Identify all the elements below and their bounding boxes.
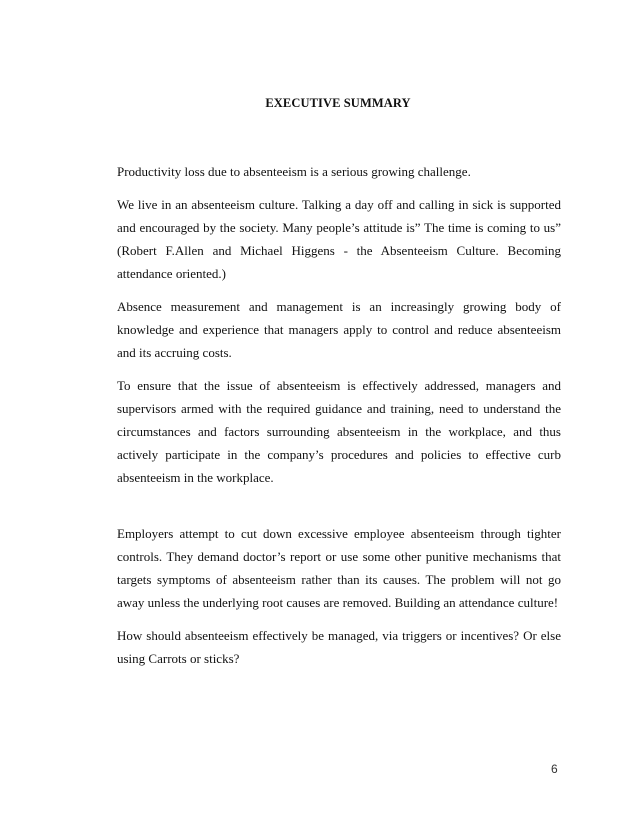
paragraph: Productivity loss due to absenteeism is a serious growing challenge.: [117, 164, 471, 179]
paragraph: Absence measurement and management is an increasingly growing body of knowledge and experience that managers apply to control and reduce absenteeism and its accruing costs.: [117, 299, 561, 360]
paragraph: Employers attempt to cut down excessive employee absenteeism through tighter controls. They demand doctor’s report or use some other punitive mechanisms that targets symptoms of absenteeism rather than its causes. The problem will not go away unless the underlying root causes are removed. Building an attendance culture!: [117, 526, 561, 610]
body-text: [117, 160, 561, 680]
paragraph: To ensure that the issue of absenteeism is effectively addressed, managers and supervisors armed with the required guidance and training, need to understand the circumstances and factors surrounding absenteeism in the workplace, and thus actively participate in the company’s procedures and policies to effective curb absenteeism in the workplace.: [117, 378, 561, 485]
page-number: 6: [551, 762, 558, 776]
paragraph: How should absenteeism effectively be managed, via triggers or incentives? Or else using Carrots or sticks?: [117, 628, 561, 666]
paragraph: We live in an absenteeism culture. Talking a day off and calling in sick is supported and encouraged by the society. Many people’s attitude is” The time is coming to us” (Robert F.Allen and Michael Higgens - the Absenteeism Culture. Becoming attendance oriented.): [117, 197, 561, 281]
page-title: EXECUTIVE SUMMARY: [265, 96, 411, 110]
